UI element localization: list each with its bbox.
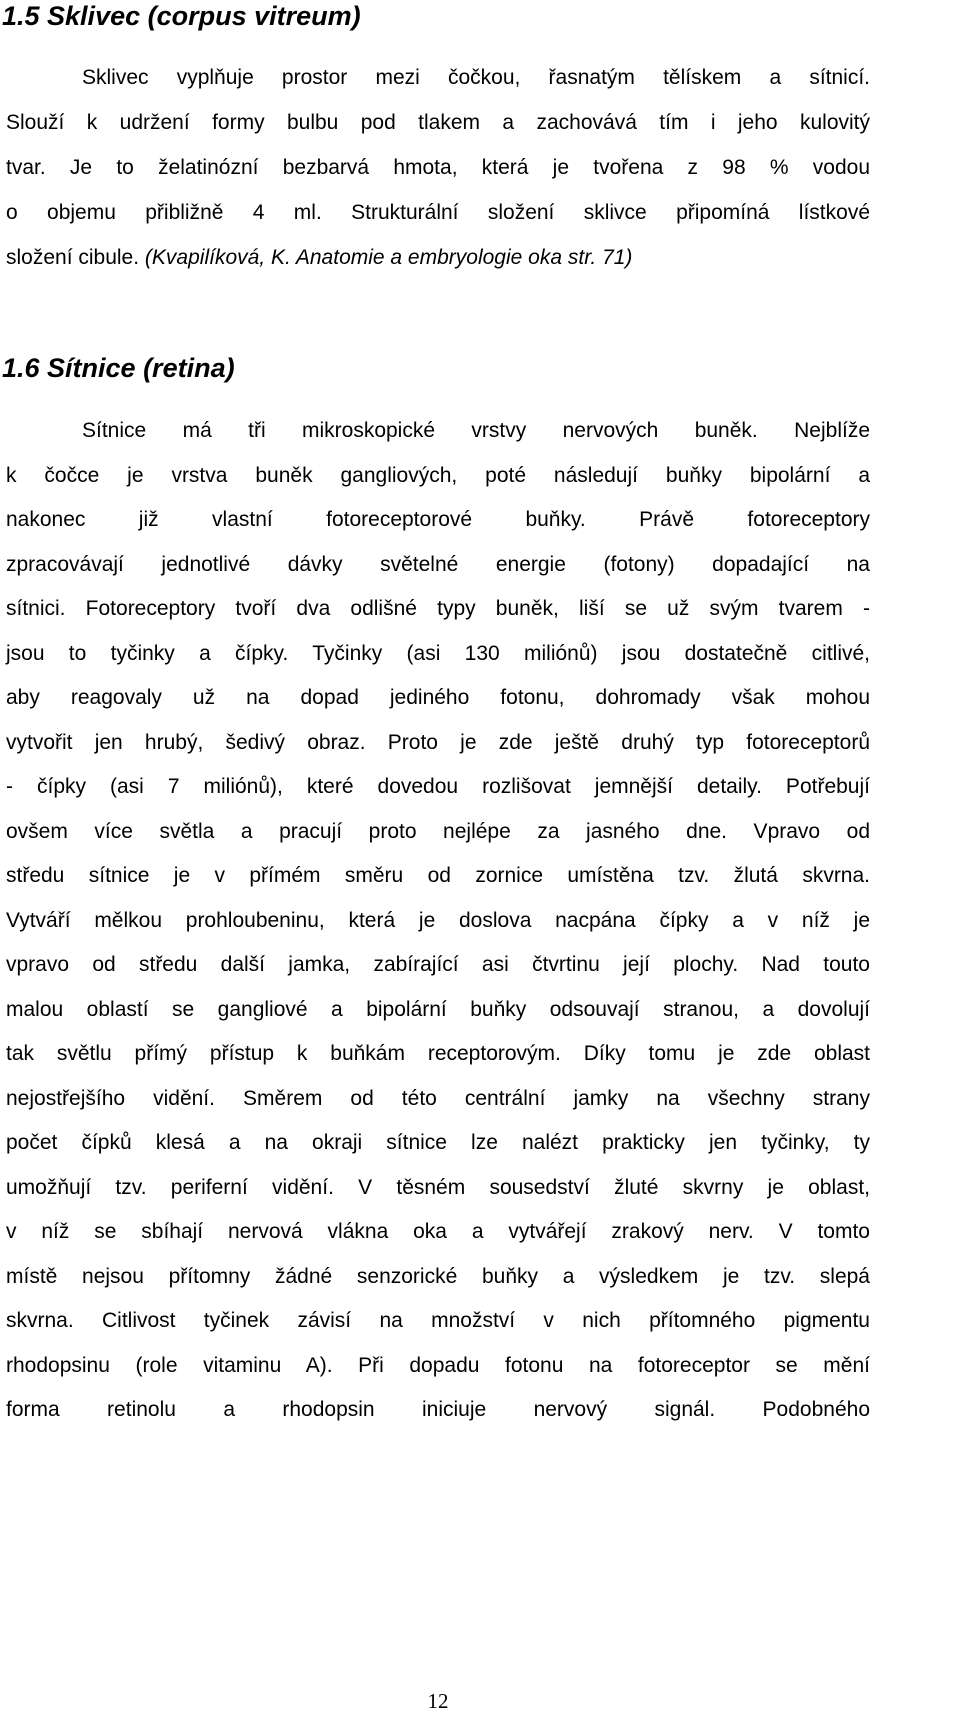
paragraph-line: nakonec již vlastní fotoreceptorové buňky. Právě fotoreceptory [6,508,870,531]
paragraph-line: Sítnice má tři mikroskopické vrstvy nervových buněk. Nejblíže [82,419,870,442]
paragraph-line: malou oblastí se gangliové a bipolární buňky odsouvají stranou, a dovolují [6,997,870,1021]
paragraph-line: vytvořit jen hrubý, šedivý obraz. Proto je zde ještě druhý typ fotoreceptorů [6,730,870,754]
paragraph-line: počet čípků klesá a na okraji sítnice lze nalézt prakticky jen tyčinky, ty [6,1131,870,1154]
paragraph-line: sítnici. Fotoreceptory tvoří dva odlišné typy buněk, liší se už svým tvarem - [6,597,870,620]
paragraph-line: - čípky (asi 7 miliónů), které dovedou rozlišovat jemnější detaily. Potřebují [6,775,870,798]
citation: (Kvapilíková, K. Anatomie a embryologie oka str. 71) [144,246,633,269]
paragraph-line: skvrna. Citlivost tyčinek závisí na množství v nich přítomného pigmentu [6,1309,870,1332]
paragraph-retina [6,409,870,1433]
paragraph-line: Slouží k udržení formy bulbu pod tlakem a zachovává tím i jeho kulovitý [6,111,870,134]
paragraph-line: forma retinolu a rhodopsin iniciuje nervový signál. Podobného [6,1398,870,1421]
paragraph-line: Vytváří mělkou prohloubeninu, která je doslova nacpána čípky a v níž je [6,908,870,932]
paragraph-line: tak světlu přímý přístup k buňkám receptorovým. Díky tomu je zde oblast [6,1042,870,1065]
paragraph-line: jsou to tyčinky a čípky. Tyčinky (asi 130 miliónů) jsou dostatečně citlivé, [6,641,870,665]
paragraph-line: nejostřejšího vidění. Směrem od této centrální jamky na všechny strany [6,1086,870,1110]
paragraph-line: k čočce je vrstva buněk gangliových, poté následují buňky bipolární a [6,463,870,487]
paragraph-line: rhodopsinu (role vitaminu A). Při dopadu fotonu na fotoreceptor se mění [6,1353,870,1377]
section-heading-retina: 1.6 Sítnice (retina) [2,353,235,383]
paragraph-line: zpracovávají jednotlivé dávky světelné energie (fotony) dopadající na [6,552,870,576]
page-number: 12 [427,1689,449,1713]
paragraph-line-last [6,235,870,280]
paragraph-line: umožňují tzv. periferní vidění. V těsném sousedství žluté skvrny je oblast, [6,1175,870,1199]
paragraph-line: Sklivec vyplňuje prostor mezi čočkou, řasnatým tělískem a sítnicí. [82,66,870,89]
paragraph-line: aby reagovaly už na dopad jediného fotonu, dohromady však mohou [6,686,870,709]
paragraph-line: o objemu přibližně 4 ml. Strukturální složení sklivce připomíná lístkové [6,201,870,224]
paragraph-line: ovšem více světla a pracují proto nejlépe za jasného dne. Vpravo od [6,819,870,843]
paragraph-line: v níž se sbíhají nervová vlákna oka a vytvářejí zrakový nerv. V tomto [6,1220,870,1243]
paragraph-line: vpravo od středu další jamka, zabírající asi čtvrtinu její plochy. Nad touto [6,953,870,976]
paragraph-line-text: složení cibule. [6,246,140,269]
paragraph-vitreous [6,55,870,280]
paragraph-line: místě nejsou přítomny žádné senzorické buňky a výsledkem je tzv. slepá [6,1264,870,1288]
paragraph-line: tvar. Je to želatinózní bezbarvá hmota, která je tvořena z 98 % vodou [6,156,870,179]
paragraph-line: středu sítnice je v přímém směru od zornice umístěna tzv. žlutá skvrna. [6,864,870,887]
section-heading-vitreous: 1.5 Sklivec (corpus vitreum) [2,1,361,31]
